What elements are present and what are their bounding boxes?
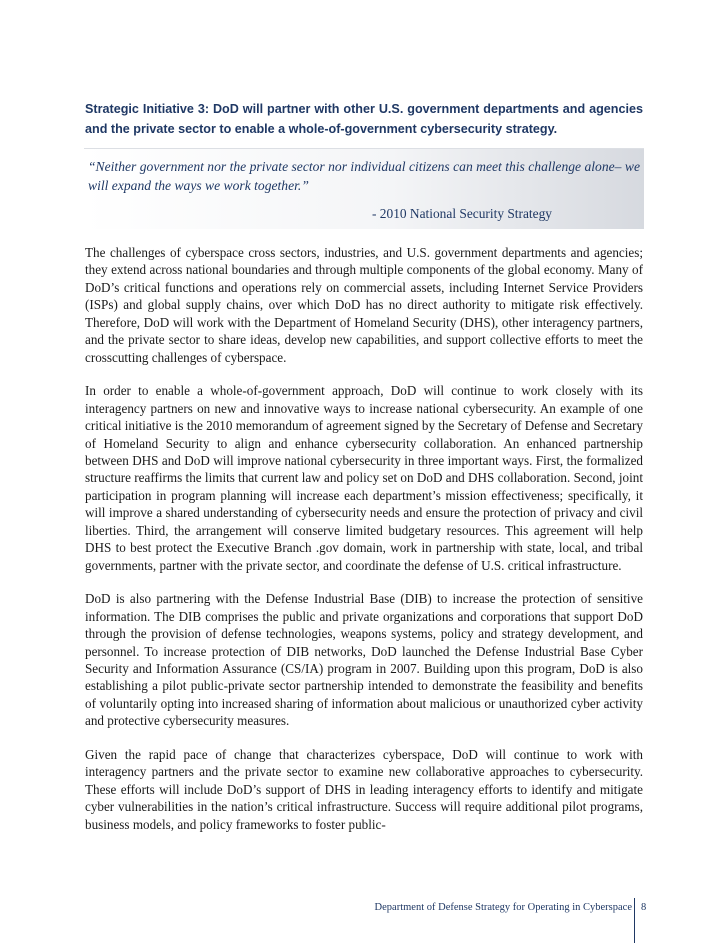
- body-text: [85, 244, 643, 849]
- quote-callout: [84, 148, 644, 229]
- footer-divider: [634, 898, 635, 943]
- paragraph: DoD is also partnering with the Defense Industrial Base (DIB) to increase the protection of sensitive information. The DIB comprises the public and private organizations and corporations that support DoD through the provision of defense technologies, weapons systems, policy and strategy development, and personnel. To increase protection of DIB networks, DoD launched the Defense Industrial Base Cyber Security and Information Assurance (CS/IA) program in 2007. Building upon this program, DoD is also establishing a pilot public-private sector partnership intended to demonstrate the feasibility and benefits of voluntarily opting into increased sharing of information about malicious or unauthorized cyber activity and protective cybersecurity measures.: [85, 591, 643, 729]
- page-footer: [0, 898, 728, 943]
- paragraph: Given the rapid pace of change that characterizes cyberspace, DoD will continue to work with interagency partners and the private sector to examine new collaborative approaches to cybersecurity. These efforts will include DoD’s support of DHS in leading interagency efforts to identify and mitigate cyber vulnerabilities in the nation’s critical infrastructure. Success will require additional pilot programs, business models, and policy frameworks to foster public-: [85, 746, 643, 832]
- footer-document-title: Department of Defense Strategy for Operating in Cyberspace: [374, 902, 632, 913]
- quote-source: - 2010 National Security Strategy: [372, 206, 552, 221]
- page-number: 8: [641, 902, 647, 913]
- quote-text: “Neither government nor the private sector nor individual citizens can meet this challenge alone– we will expand the ways we work together.”: [88, 159, 640, 193]
- paragraph: The challenges of cyberspace cross sectors, industries, and U.S. government departments and agencies; they extend across national boundaries and through multiple components of the global economy. Many of DoD’s critical functions and operations rely on commercial assets, including Internet Service Providers (ISPs) and global supply chains, over which DoD has no direct authority to mitigate risk effectively. Therefore, DoD will work with the Department of Homeland Security (DHS), other interagency partners, and the private sector to share ideas, develop new capabilities, and support collective efforts to meet the crosscutting challenges of cyberspace.: [85, 245, 643, 365]
- paragraph: In order to enable a whole-of-government approach, DoD will continue to work closely with its interagency partners on new and innovative ways to increase national cybersecurity. An example of one critical initiative is the 2010 memorandum of agreement signed by the Secretary of Defense and Secretary of Homeland Security to align and enhance cybersecurity collaboration. An enhanced partnership between DHS and DoD will improve national cybersecurity in three important ways. First, the formalized structure reaffirms the limits that current law and policy set on DoD and DHS collaboration. Second, joint participation in program planning will increase each department’s mission effectiveness; specifically, it will improve a shared understanding of cybersecurity needs and ensure the protection of privacy and civil liberties. Third, the arrangement will conserve limited budgetary resources. This agreement will help DHS to best protect the Executive Branch .gov domain, work in partnership with state, local, and tribal governments, partner with the private sector, and coordinate the defense of U.S. critical infrastructure.: [85, 383, 643, 573]
- initiative-heading: Strategic Initiative 3: DoD will partner with other U.S. government departments and agencies and the private sector to enable a whole-of-government cybersecurity strategy.: [85, 102, 643, 136]
